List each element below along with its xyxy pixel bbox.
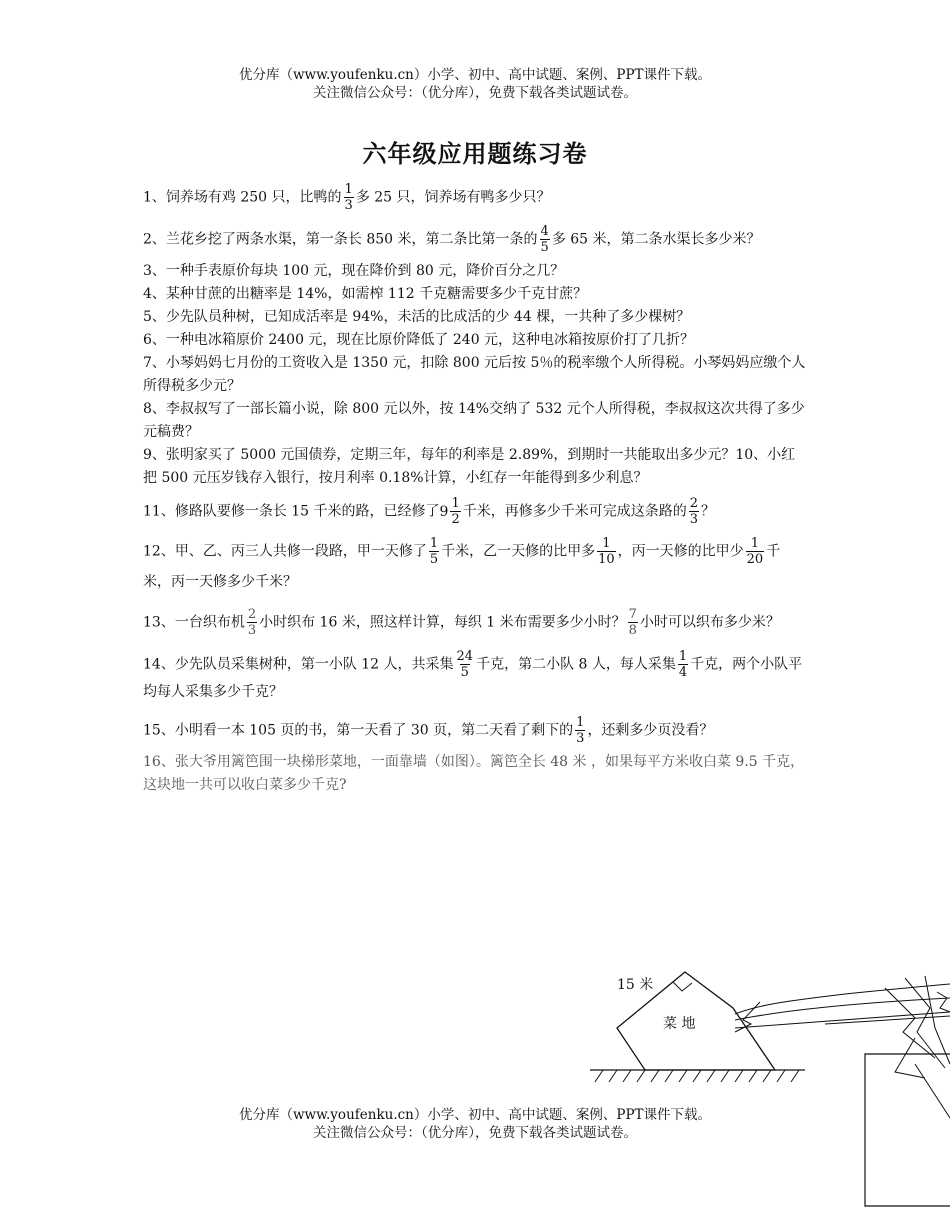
question-5: 5、少先队员种树，已知成活率是 94%，未活的比成活的少 44 棵，一共种了多少棵树？ (143, 309, 691, 325)
field-label: 菜 地 (663, 1016, 696, 1032)
question-13: 13、一台织布机 $\frac{2}{3}$ 小时织布 16 米，照这样计算，每织 1 米布需要多少小时？ $\frac{7}{8}$ 小时可以织布多少米？ (143, 607, 780, 638)
fraction: $\frac{1}{5}$ (429, 536, 439, 567)
footer-line-2: 关注微信公众号：（优分库），免费下载各类试题试卷。 (313, 1125, 637, 1141)
question-11: 11、修路队要修一条长 15 千米的路，已经修了 9 $\frac{1}{2}$ 千米，再修多少千米可完成这条路的 $\frac{2}{3}$ ？ (143, 496, 716, 527)
scribble-artifact (735, 976, 950, 1078)
footer-line-1: 优分库（www.youfenku.cn）小学、初中、高中试题、案例、PPT课件下载。 (238, 1107, 712, 1123)
fraction: $\frac{1}{4}$ (678, 649, 688, 680)
fraction: $\frac{4}{5}$ (540, 224, 549, 255)
page-header (0, 66, 950, 102)
page-title: 六年级应用题练习卷 (362, 140, 588, 168)
fraction: $\frac{7}{8}$ (628, 607, 637, 638)
right-angle-mark (673, 982, 692, 991)
fraction: $\frac{2}{3}$ (247, 607, 257, 638)
question-14: 14、少先队员采集树种，第一小队 12 人，共采集 $\frac{24}{5}$ 千克，第二小队 8 人，每人采集 $\frac{1}{4}$ 千克，两个小队平均每人采集多少千克？ (143, 649, 803, 700)
question-3: 3、一种手表原价每块 100 元，现在降价到 80 元，降价百分之几？ (143, 263, 565, 279)
fraction: $\frac{2}{3}$ (689, 496, 699, 527)
question-7: 7、小琴妈妈七月份的工资收入是 1350 元，扣除 800 元后按 5％的税率缴个人所得税。小琴妈妈应缴个人所得税多少元？ (143, 355, 806, 394)
header-line-2: 关注微信公众号：（优分库），免费下载各类试题试卷。 (313, 85, 637, 101)
question-12: 12、甲、乙、丙三人共修一段路，甲一天修了 $\frac{1}{5}$ 千米，乙一天修的比甲多 $\frac{1}{10}$ ，丙一天修的比甲少 $\frac{1}{20}$ 千米，丙一天修多少千米？ (143, 536, 781, 590)
question-1: 1、饲养场有鸡 250 只，比鸭的 $\frac{1}{3}$ 多 25 只，饲养场有鸭多少只？ (143, 182, 551, 213)
field-diagram (585, 968, 950, 1228)
question-15: 15、小明看一本 105 页的书，第一天看了 30 页，第二天看了剩下的 $\frac{1}{3}$ ，还剩多少页没看？ (143, 715, 714, 746)
mixed-number: 9 $\frac{1}{2}$ (439, 496, 460, 527)
question-list (143, 176, 807, 797)
side-length-label: 15 米 (617, 977, 654, 993)
question-2: 2、兰花乡挖了两条水渠，第一条长 850 米，第二条比第一条的 $\frac{4}{5}$ 多 65 米，第二条水渠长多少米？ (143, 224, 761, 255)
question-6: 6、一种电冰箱原价 2400 元，现在比原价降低了 240 元，这种电冰箱按原价打了几折？ (143, 332, 695, 348)
fraction: $\frac{1}{3}$ (344, 182, 353, 213)
trapezoid-field-figure (585, 968, 950, 1228)
question-8: 8、李叔叔写了一部长篇小说，除 800 元以外，按 14%交纳了 532 元个人所得税，李叔叔这次共得了多少元稿费？ (143, 401, 805, 440)
question-16: 16、张大爷用篱笆围一块梯形菜地，一面靠墙（如图）。篱笆全长 48 米 ，如果每平方米收白菜 9.5 千克，这块地一共可以收白菜多少千克? (143, 754, 805, 793)
fraction: $\frac{1}{20}$ (746, 536, 764, 567)
header-line-1: 优分库（www.youfenku.cn）小学、初中、高中试题、案例、PPT课件下载。 (238, 67, 712, 83)
fraction: $\frac{1}{10}$ (598, 536, 615, 567)
question-4: 4、某种甘蔗的出糖率是 14%，如需榨 112 千克糖需要多少千克甘蔗？ (143, 286, 588, 302)
wall-hatching (595, 1070, 799, 1082)
fraction: $\frac{24}{5}$ (456, 649, 474, 680)
fraction: $\frac{1}{3}$ (576, 715, 585, 746)
page-footer (0, 1106, 950, 1142)
question-9-10: 9、张明家买了 5000 元国债券，定期三年，每年的利率是 2.89%，到期时一共能取出多少元？10、小红把 500 元压岁钱存入银行，按月利率 0.18%计算，小红存一年能得到多少利息？ (143, 447, 796, 486)
